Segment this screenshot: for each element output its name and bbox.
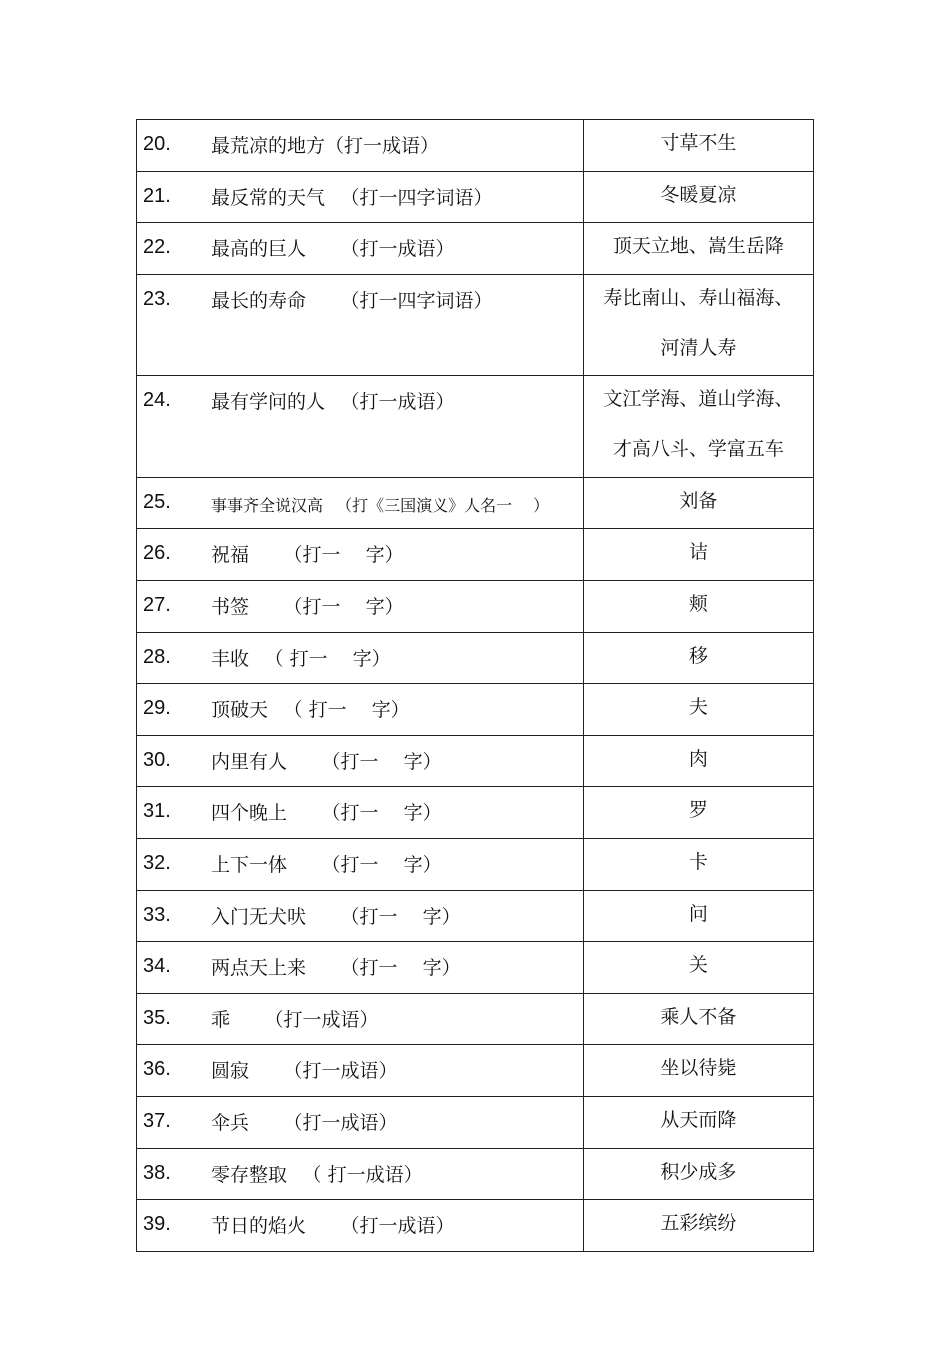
table-row	[137, 376, 814, 478]
answer-cell	[583, 1200, 813, 1252]
question-cell	[137, 171, 584, 223]
question-cell	[137, 838, 584, 890]
answer-line: 积少成多	[660, 1160, 737, 1183]
answer-line: 移	[688, 644, 708, 667]
riddle-number: 30.	[143, 748, 171, 771]
riddle-text: 圆寂 （打一成语）	[211, 1060, 398, 1083]
answer-line: 颊	[688, 592, 708, 615]
table-row	[137, 477, 814, 529]
question-cell	[137, 1200, 584, 1252]
table-row	[137, 580, 814, 632]
question-cell	[137, 223, 584, 275]
answer-cell	[583, 477, 813, 529]
answer-cell	[583, 580, 813, 632]
question-cell	[137, 942, 584, 994]
riddle-text: 顶破天 （ 打一 字）	[211, 699, 410, 722]
riddle-number: 27.	[143, 593, 171, 616]
riddle-number: 32.	[143, 851, 171, 874]
question-cell	[137, 1045, 584, 1097]
answer-cell	[583, 223, 813, 275]
riddle-text: 最高的巨人 （打一成语）	[211, 238, 455, 261]
table-row	[137, 1045, 814, 1097]
question-cell	[137, 993, 584, 1045]
riddle-text: 最有学问的人 （打一成语）	[211, 391, 455, 414]
answer-cell	[583, 632, 813, 684]
answer-cell	[583, 120, 813, 172]
riddle-number: 23.	[143, 287, 171, 310]
riddle-text: 书签 （打一 字）	[211, 595, 404, 618]
table-row	[137, 993, 814, 1045]
answer-line: 卡	[688, 850, 708, 873]
answer-line: 文江学海、道山学海、	[603, 388, 794, 411]
riddle-number: 36.	[143, 1058, 171, 1081]
table-row	[137, 787, 814, 839]
answer-line: 才高八斗、学富五车	[612, 438, 784, 461]
answer-cell	[583, 993, 813, 1045]
answer-cell	[583, 1148, 813, 1200]
question-cell	[137, 529, 584, 581]
question-cell	[137, 274, 584, 376]
table-row	[137, 632, 814, 684]
question-cell	[137, 120, 584, 172]
question-cell	[137, 735, 584, 787]
riddle-number: 24.	[143, 389, 171, 412]
riddle-text: 入门无犬吠 （打一 字）	[211, 905, 461, 928]
answer-cell	[583, 890, 813, 942]
riddle-number: 37.	[143, 1109, 171, 1132]
answer-line: 顶天立地、嵩生岳降	[612, 235, 784, 258]
riddle-number: 26.	[143, 542, 171, 565]
answer-cell	[583, 787, 813, 839]
table-row	[137, 120, 814, 172]
answer-line: 刘备	[679, 489, 718, 512]
table-row	[137, 890, 814, 942]
answer-cell	[583, 684, 813, 736]
riddle-text: 乖 （打一成语）	[211, 1008, 379, 1031]
answer-cell	[583, 942, 813, 994]
riddle-text: 节日的焰火 （打一成语）	[211, 1215, 455, 1238]
riddle-text: 最长的寿命 （打一四字词语）	[211, 289, 493, 312]
riddle-text: 零存整取 （ 打一成语）	[211, 1163, 423, 1186]
answer-line: 寿比南山、寿山福海、	[603, 286, 794, 309]
riddle-text: 四个晚上 （打一 字）	[211, 802, 442, 825]
riddle-text: 内里有人 （打一 字）	[211, 750, 442, 773]
question-cell	[137, 477, 584, 529]
riddle-text: 上下一体 （打一 字）	[211, 853, 442, 876]
table-row	[137, 1096, 814, 1148]
question-cell	[137, 1148, 584, 1200]
riddle-number: 25.	[143, 490, 171, 513]
answer-line: 乘人不备	[660, 1005, 737, 1028]
riddle-number: 34.	[143, 955, 171, 978]
answer-cell	[583, 171, 813, 223]
riddle-number: 21.	[143, 184, 171, 207]
riddle-number: 31.	[143, 800, 171, 823]
riddle-text: 伞兵 （打一成语）	[211, 1111, 398, 1134]
answer-line: 问	[688, 902, 708, 925]
answer-line: 河清人寿	[660, 336, 737, 359]
riddle-number: 33.	[143, 903, 171, 926]
answer-line: 寸草不生	[660, 132, 737, 154]
riddle-number: 35.	[143, 1006, 171, 1029]
table-row	[137, 1148, 814, 1200]
table-row	[137, 942, 814, 994]
riddle-number: 39.	[143, 1213, 171, 1236]
question-cell	[137, 890, 584, 942]
answer-cell	[583, 1096, 813, 1148]
riddle-text: 丰收 （ 打一 字）	[211, 647, 391, 670]
table-row	[137, 171, 814, 223]
table-row	[137, 838, 814, 890]
question-cell	[137, 580, 584, 632]
riddle-text: 最反常的天气 （打一四字词语）	[211, 186, 493, 209]
riddle-text: 祝福 （打一 字）	[211, 544, 404, 567]
answer-line: 夫	[688, 696, 708, 719]
answer-line: 肉	[688, 747, 708, 770]
riddle-text: 两点天上来 （打一 字）	[211, 957, 461, 980]
answer-line: 冬暖夏凉	[660, 183, 737, 206]
table-row	[137, 274, 814, 376]
riddle-table	[136, 119, 814, 1252]
table-row	[137, 529, 814, 581]
question-cell	[137, 787, 584, 839]
riddle-number: 28.	[143, 645, 171, 668]
table-row	[137, 223, 814, 275]
table-row	[137, 1200, 814, 1252]
answer-line: 关	[688, 954, 708, 977]
riddle-text: 事事齐全说汉高 （打《三国演义》人名一 ）	[211, 495, 550, 515]
riddle-number: 20.	[143, 133, 171, 155]
table-row	[137, 735, 814, 787]
answer-cell	[583, 838, 813, 890]
question-cell	[137, 684, 584, 736]
answer-line: 从天而降	[660, 1108, 737, 1131]
answer-cell	[583, 735, 813, 787]
answer-line: 坐以待毙	[660, 1057, 737, 1080]
answer-line: 五彩缤纷	[660, 1212, 737, 1235]
answer-cell	[583, 274, 813, 376]
riddle-number: 22.	[143, 236, 171, 259]
answer-line: 罗	[688, 799, 708, 822]
answer-cell	[583, 1045, 813, 1097]
table-row	[137, 684, 814, 736]
answer-cell	[583, 529, 813, 581]
answer-cell	[583, 376, 813, 478]
riddle-number: 38.	[143, 1161, 171, 1184]
answer-line: 诘	[688, 541, 708, 564]
question-cell	[137, 1096, 584, 1148]
riddle-number: 29.	[143, 697, 171, 720]
question-cell	[137, 632, 584, 684]
question-cell	[137, 376, 584, 478]
riddle-text: 最荒凉的地方（打一成语）	[211, 135, 440, 157]
